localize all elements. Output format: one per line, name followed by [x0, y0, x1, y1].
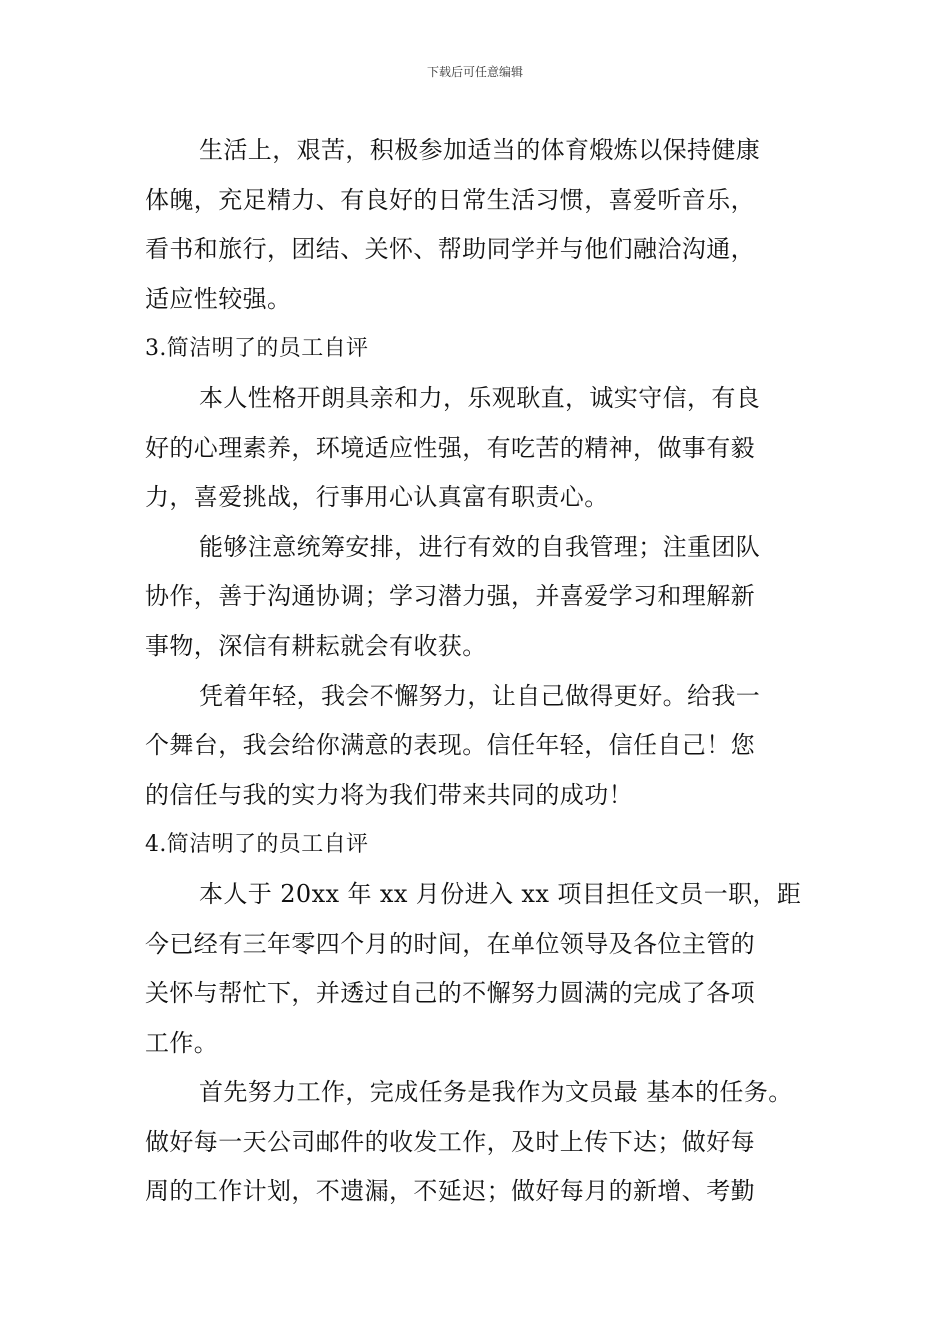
- text-line: 体魄，充足精力、有良好的日常生活习惯，喜爱听音乐，: [145, 185, 755, 214]
- paragraph-teamwork: [145, 523, 825, 672]
- text-line: 的信任与我的实力将为我们带来共同的成功！: [145, 780, 633, 809]
- heading-text: 3.简洁明了的员工自评: [145, 336, 369, 362]
- text-line: 力，喜爱挑战，行事用心认真富有职责心。: [145, 483, 609, 512]
- text-line: 本人于 20xx 年 xx 月份进入 xx 项目担任文员一职，距: [199, 879, 802, 908]
- paragraph-youth: [145, 672, 825, 821]
- text-line: 首先努力工作，完成任务是我作为文员最 基本的任务。: [199, 1078, 793, 1107]
- text-line: 生活上，艰苦，积极参加适当的体育煅炼以保持健康: [199, 136, 761, 164]
- text-line: 协作，善于沟通协调；学习潜力强，并喜爱学习和理解新: [145, 582, 755, 611]
- text-line: 事物，深信有耕耘就会有收获。: [145, 631, 487, 660]
- text-line: 工作。: [145, 1028, 219, 1057]
- section-heading-3: [145, 324, 825, 374]
- text-line: 适应性较强。: [145, 284, 292, 313]
- page-header-note: 下载后可任意编辑: [426, 65, 523, 79]
- heading-text: 4.简洁明了的员工自评: [145, 832, 369, 858]
- text-line: 好的心理素养，环境适应性强，有吃苦的精神，做事有毅: [145, 433, 755, 462]
- text-line: 做好每一天公司邮件的收发工作，及时上传下达；做好每: [145, 1127, 755, 1156]
- text-line: 周的工作计划，不遗漏，不延迟；做好每月的新增、考勤: [145, 1177, 755, 1206]
- text-line: 今已经有三年零四个月的时间，在单位领导及各位主管的: [145, 929, 755, 958]
- section-heading-4: [145, 820, 825, 870]
- paragraph-clerk-duties: [145, 1068, 825, 1217]
- paragraph-life: [145, 126, 825, 324]
- paragraph-clerk-intro: [145, 870, 825, 1068]
- text-line: 凭着年轻，我会不懈努力，让自己做得更好。给我一: [199, 681, 761, 710]
- text-line: 个舞台，我会给你满意的表现。信任年轻，信任自己！您: [145, 731, 755, 760]
- text-line: 本人性格开朗具亲和力，乐观耿直，诚实守信，有良: [199, 383, 761, 412]
- text-line: 能够注意统筹安排，进行有效的自我管理；注重团队: [199, 532, 761, 561]
- document-body: [145, 126, 825, 1217]
- text-line: 关怀与帮忙下，并透过自己的不懈努力圆满的完成了各项: [145, 979, 755, 1008]
- paragraph-personality: [145, 374, 825, 523]
- text-line: 看书和旅行，团结、关怀、帮助同学并与他们融洽沟通，: [145, 235, 755, 264]
